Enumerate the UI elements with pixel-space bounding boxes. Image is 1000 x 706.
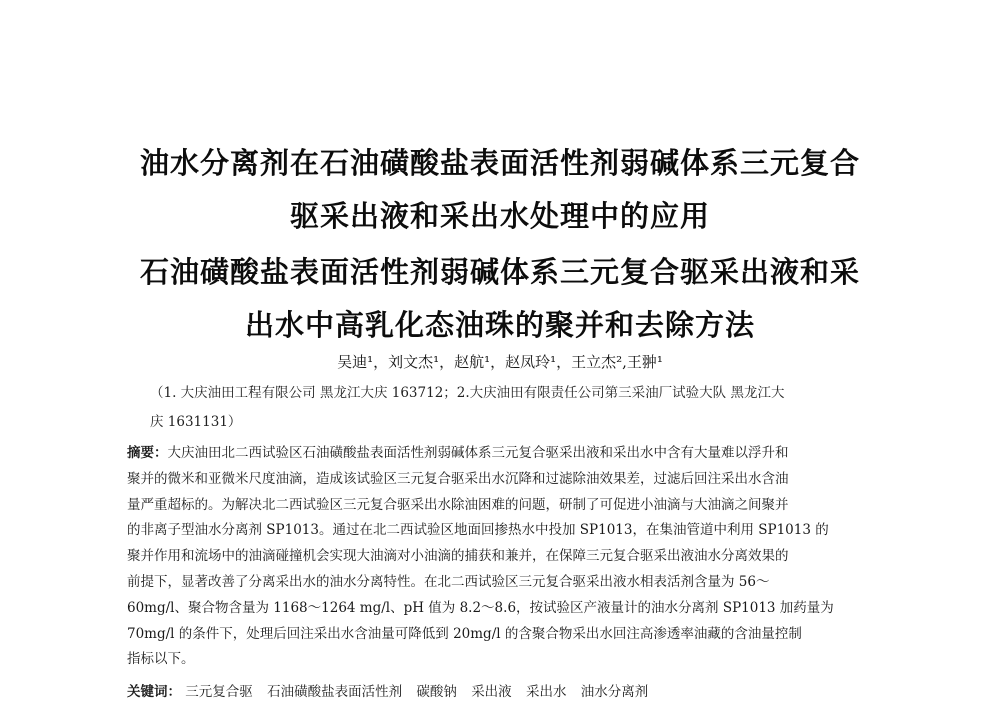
abstract-line: 70mg/l 的条件下，处理后回注采出水含油量可降低到 20mg/l 的含聚合物采出水回注高渗透率油藏的含油量控制 <box>127 625 802 642</box>
abstract-line: 量严重超标的。为解决北二西试验区三元复合驱采出水除油困难的问题，研制了可促进小油滴与大油滴之间聚并 <box>127 496 789 513</box>
title-line-1: 油水分离剂在石油磺酸盐表面活性剂弱碱体系三元复合 <box>139 146 860 180</box>
keyword: 三元复合驱 <box>185 684 253 700</box>
abstract-line: 的非离子型油水分离剂 SP1013。通过在北二西试验区地面回掺热水中投加 SP1013，在集油管道中利用 SP1013 的 <box>127 522 829 539</box>
keyword: 采出水 <box>525 684 567 700</box>
title-line-4: 出水中高乳化态油珠的聚并和去除方法 <box>244 308 755 342</box>
abstract-line: 聚并作用和流场中的油滴碰撞机会实现大油滴对小油滴的捕获和兼并，在保障三元复合驱采出液油水分离效果的 <box>127 548 789 565</box>
keyword: 石油磺酸盐表面活性剂 <box>267 684 403 700</box>
abstract-label: 摘要： <box>127 445 168 461</box>
affiliation-line-2: 庆 1631131） <box>150 414 242 430</box>
abstract <box>127 441 879 673</box>
affiliation-line-1: （1. 大庆油田工程有限公司 黑龙江大庆 163712；2.大庆油田有限责任公司第三采油厂试验大队 黑龙江大 <box>150 385 785 401</box>
keyword: 采出液 <box>471 684 512 700</box>
abstract-line: 前提下，显著改善了分离采出水的油水分离特性。在北二西试验区三元复合驱采出液水相表活剂含量为 56～ <box>127 573 770 590</box>
keywords <box>127 680 879 700</box>
title-line-3: 石油磺酸盐表面活性剂弱碱体系三元复合驱采出液和采 <box>139 255 860 289</box>
title-line-2: 驱采出液和采出水处理中的应用 <box>289 199 710 233</box>
abstract-line: 指标以下。 <box>127 651 195 668</box>
abstract-line: 聚并的微米和亚微米尺度油滴，造成该试验区三元复合驱采出水沉降和过滤除油效果差，过滤后回注采出水含油 <box>127 470 789 487</box>
keyword: 碳酸钠 <box>416 684 457 700</box>
abstract-text: 大庆油田北二西试验区石油磺酸盐表面活性剂弱碱体系三元复合驱采出液和采出水中含有大量难以浮升和 <box>167 445 789 461</box>
keyword: 油水分离剂 <box>580 684 649 700</box>
author-list: 吴迪¹，刘文杰¹，赵航¹，赵凤玲¹，王立杰²,王翀¹ <box>337 353 663 371</box>
keywords-label: 关键词： <box>127 684 181 700</box>
abstract-line <box>127 441 879 467</box>
abstract-line: 60mg/l、聚合物含量为 1168～1264 mg/l、pH 值为 8.2～8.6，按试验区产液量计的油水分离剂 SP1013 加药量为 <box>127 599 834 616</box>
